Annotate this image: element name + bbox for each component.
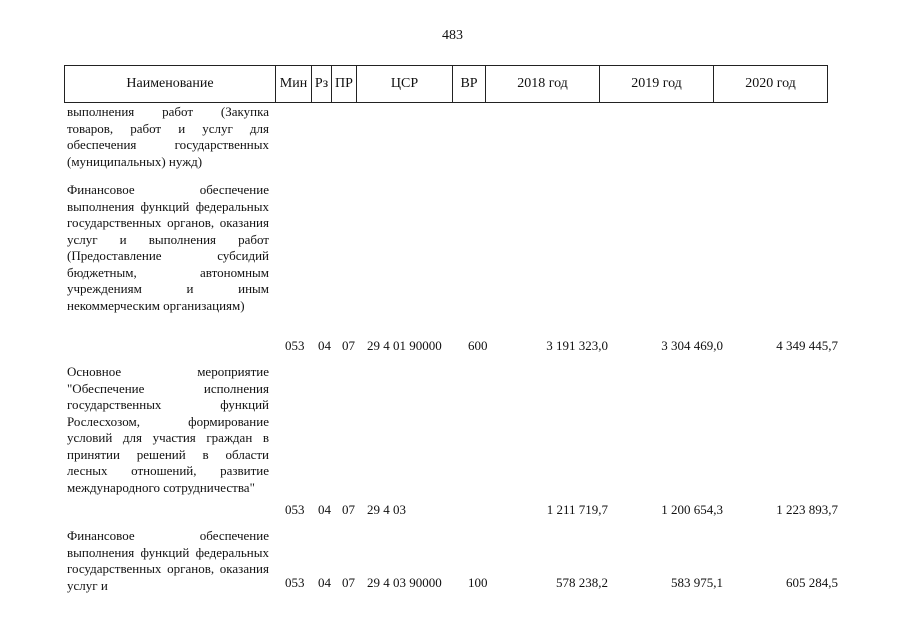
row-2020: 605 284,5	[786, 575, 838, 590]
row-min: 053	[285, 575, 305, 590]
row-name: Финансовое обеспечение выполнения функций федеральных государственных органов, оказания услуг и	[67, 528, 269, 593]
row-min: 053	[285, 338, 305, 353]
row-2018: 578 238,2	[556, 575, 608, 590]
row-csr: 29 4 01 90000	[367, 338, 442, 353]
row-vr: 600	[468, 338, 488, 353]
row-2020: 1 223 893,7	[776, 502, 838, 517]
page-number: 483	[442, 28, 463, 43]
header-name: Наименование	[65, 66, 276, 103]
row-pr: 07	[342, 502, 355, 517]
row-2019: 583 975,1	[671, 575, 723, 590]
row-2018: 1 211 719,7	[546, 502, 608, 517]
row-name: выполнения работ (Закупка товаров, работ и услуг для обеспечения государственных (муниципальных) нужд)	[67, 104, 269, 169]
header-csr: ЦСР	[357, 66, 453, 103]
header-2019: 2019 год	[600, 66, 714, 103]
row-min: 053	[285, 502, 305, 517]
row-vr: 100	[468, 575, 488, 590]
table-header	[64, 65, 828, 103]
row-pr: 07	[342, 338, 355, 353]
header-2018: 2018 год	[486, 66, 600, 103]
row-name: Основное мероприятие "Обеспечение исполнения государственных функций Рослесхозом, формирование условий для участия граждан в принятии решений в области лесных отношений, развитие международного сотрудничества"	[67, 364, 269, 495]
row-rz: 04	[318, 502, 331, 517]
row-rz: 04	[318, 575, 331, 590]
header-2020: 2020 год	[714, 66, 828, 103]
row-2019: 1 200 654,3	[661, 502, 723, 517]
header-min: Мин	[276, 66, 312, 103]
row-name: Финансовое обеспечение выполнения функций федеральных государственных органов, оказания услуг и выполнения работ (Предоставление субсидий бюджетным, автономным учреждениям и иным некоммерческим организациям)	[67, 182, 269, 313]
row-csr: 29 4 03 90000	[367, 575, 442, 590]
row-2020: 4 349 445,7	[776, 338, 838, 353]
header-vr: ВР	[453, 66, 486, 103]
row-2019: 3 304 469,0	[661, 338, 723, 353]
row-2018: 3 191 323,0	[546, 338, 608, 353]
header-rz: Рз	[312, 66, 332, 103]
row-pr: 07	[342, 575, 355, 590]
row-rz: 04	[318, 338, 331, 353]
row-csr: 29 4 03	[367, 502, 406, 517]
header-pr: ПР	[332, 66, 357, 103]
